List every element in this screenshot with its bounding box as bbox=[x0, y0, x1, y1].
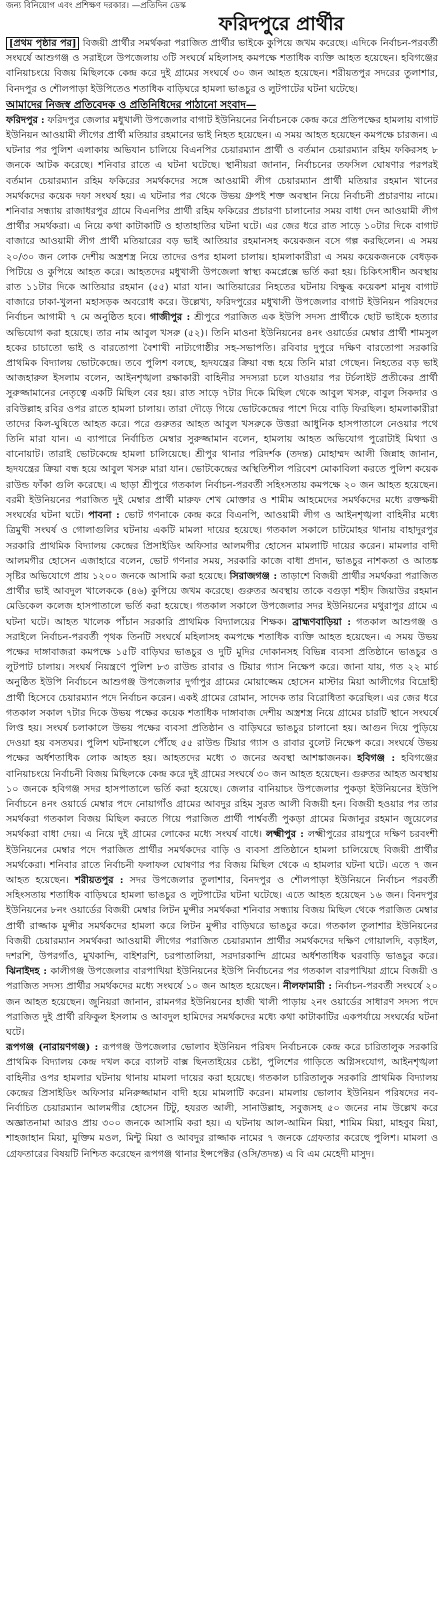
story-text: রূপগঞ্জ উপজেলার ভোলাব ইউনিয়ন পরিষদ নির্বাচনকে কেন্দ্র করে চারিতালুক সরকারি প্রাথমিক বিদ্যালয় কেন্দ্র দখল করে ব্যালট বাক্স ছিনতাইয়ের চেষ্টা, পুলিশের গাড়িতে অগ্নিসংযোগ, আইনশৃঙ্খলা বাহিনীর ওপর হামলার ঘটনায় থানায় মামলা দায়ের করা হয়েছে। গতকাল চারিতালুক সরকারি প্রাথমিক বিদ্যালয় কেন্দ্রের প্রিসাইডিং অফিসার মনিরুজ্জামান বাদী হয়ে মামলাটি করেন। মামলায় ভোলাব ইউনিয়ন পরিষদের নব-নির্বাচিত চেয়ারম্যান আলমগীর হোসেন টিটু, হযরত আলী, সানাউল্লাহ, সবুজসহ ৫০ জনের নাম উল্লেখ করে অজ্ঞাতনামা আরও প্রায় ৩০০ জনকে আসামি করা হয়। এ ঘটনায় আল-আমিন মিয়া, শামিম মিয়া, মাহবুব মিয়া, শাহজাহান মিয়া, মুক্তিম মওল, মিন্টু মিয়া ও আবদুর রাজ্জাক নামের ৭ জনকে গ্রেফতার করেছে পুলিশ। মামলা ও গ্রেফতারের বিষয়টি নিশ্চিত করেছেন রূপগঞ্জ থানার ইন্সপেক্টর (ওসি/তদন্ত) এ বি এম মেহেদী মাসুদ। bbox=[6, 1042, 438, 1160]
location-tag: ফরিদপুর : bbox=[6, 114, 45, 126]
story-text: তাড়াশে বিজয়ী প্রার্থীর সমর্থকরা পরাজিত প্রার্থীর ভাই আবদুল খালেককে (৪৬) কুপিয়ে জখম করেছে। গুরুতর অবস্থায় তাকে বগুড়া শহীদ জিয়াউর রহমান মেডিকেল কলেজ হাসপাতালে ভর্তি করা হয়েছে। গতকাল সকালে উপজেলার সদর ইউনিয়নের মথুরাপুর গ্রামে এ ঘটনা ঘটে। আহত খালেক পাঁচান সরকারি প্রাথমিক বিদ্যালয়ের শিক্ষক। bbox=[6, 570, 438, 628]
location-tag: ঝিনাইদহ : bbox=[6, 966, 47, 978]
intro-text: বিজয়ী প্রার্থীর সমর্থকরা পরাজিত প্রার্থীর ভাইকে কুপিয়ে জখম করেছে। এদিকে নির্বাচন-পরবর্তী সংঘর্ষে আশুগঞ্জ ও সরাইলে উপজেলায় ৩টি সংঘর্ষে মহিলাসহ কমপক্ষে শতাধিক ব্যক্তি আহত হয়েছেন। হবিগঞ্জের বানিয়াচংয়ে বিজয় মিছিলকে কেন্দ্র করে দুই গ্রামের সংঘর্ষে ৩০ জন আহত হয়েছেন। শরীয়তপুর সদরের তুলাশার, বিনদপুর ও শৌলপাড়া ইউপিতেও শতাধিক বাড়িঘরে হামলা ভাঙচুর ও লুটপাটের ঘটনা ঘটেছে। bbox=[6, 38, 439, 95]
location-tag: হবিগঞ্জ : bbox=[357, 753, 396, 765]
story-text: সদর উপজেলার তুলাশার, বিনদপুর ও শৌলপাড়া ইউনিয়নে নির্বাচন পরবর্তী সহিংসতায় শতাধিক বাড়িঘরে হামলা ভাঙচুর ও লুটপাটের ঘটনা ঘটেছে। এতে আহত হয়েছেন ১৬ জন। বিনদপুর ইউনিয়নের ৮নং ওয়ার্ডের বিজয়ী মেম্বার লিটন মুন্সীর সমর্থকরা শনিবার সন্ধ্যায় বিজয় মিছিল থেকে পরাজিত মেম্বার প্রার্থী রাজ্জাক মুন্সীর সমর্থকদের হামলা করে লিটন মুন্সীর বাড়িঘরে ভাঙচুর করে। গতকাল তুলাশার ইউনিয়নের বিজয়ী চেয়ারম্যান সমর্থকরা আওয়ামী লীগের পরাজিত চেয়ারম্যান প্রার্থীর সমর্থকদের দক্ষিণ গোয়ালদি, বড়াইল, দশরশি, উপরগাঁও, মুখকান্দি, বাইশরশি, চরপাতালিয়া, সরদারকান্দি গ্রামের অর্ধশতাধিক ঘরবাড়ি ভাঙচুর করে। bbox=[6, 874, 438, 962]
location-tag: পাবনা : bbox=[88, 510, 120, 522]
location-tag: শরীয়তপুর : bbox=[75, 874, 124, 886]
story-paragraph-faridpur bbox=[6, 113, 438, 1040]
continuation-label: [প্রথম পৃষ্ঠার পর] bbox=[6, 37, 79, 50]
story-text: ফরিদপুর জেলার মধুখালী উপজেলার বাগাট ইউনিয়নের নির্বাচনকে কেন্দ্র করে প্রতিপক্ষের হামলায় বাগাট ইউনিয়ন আওয়ামী লীগের প্রার্থী মতিয়ার রহমানের ভাই নিহত হয়েছেন। এ সময় আহত হয়েছেন কমপক্ষে চারজন। এ ঘটনার পর পুলিশ এলাকায় অভিযান চালিয়ে বিএনপির চেয়ারম্যান প্রার্থী ও বর্তমান চেয়ারম্যান রহিম ফকিরসহ ৮ জনকে আটক করেছে। শনিবার রাতে এ ঘটনা ঘটেছে। স্থানীয়রা জানান, নির্বাচনের তফসিল ঘোষণার পরপরই বর্তমান চেয়ারম্যান রহিম ফকিরের সমর্থকদের সঙ্গে আওয়ামী লীগ চেয়ারম্যান প্রার্থী মতিয়ার রহমান খানের সমর্থকদের কয়েক দফা সংঘর্ষ হয়। এ ঘটনার পর থেকে উভয় গ্রুপই শক্ত অবস্থান নিয়ে নির্বাচনী প্রচারণায় নামে। শনিবার সন্ধ্যায় রাজাধরপুর গ্রামে বিএনপির প্রার্থী রহিম ফকিরের প্রচারণা চালানোর সময় বাধা দেন আওয়ামী লীগ প্রার্থীর সমর্থকরা। এ নিয়ে কথা কাটাকাটি ও হাতাহাতির ঘটনা ঘটে। এর জের ধরে রাত সাড়ে ১০টার দিকে বাগাট বাজারে আওয়ামী লীগ প্রার্থী মতিয়ারের বড় ভাই আতিয়ার রহমানসহ কয়েকজন বসে গল্প করছিলেন। এ সময় ২০/৩০ জন লোক দেশীয় অস্ত্রশস্ত্র নিয়ে তাদের ওপর হামলা চালায়। হামলাকারীরা এ সময় কয়েকজনকে বেধড়ক পিটিয়ে ও কুপিয়ে আহত করে। আহতদের মধুখালী উপজেলা স্বাস্থ্য কমপ্লেক্সে ভর্তি করা হয়। চিকিৎসাধীন অবস্থায় রাত ১১টার দিকে আতিয়ার রহমান (৫৫) মারা যান। আতিয়ারের নিহতের ঘটনায় বিক্ষুব্ধ কয়েকশ মানুষ বাগাট বাজারে ঢাকা-খুলনা মহাসড়ক অবরোধ করে। উল্লেখ্য, ফরিদপুরের মধুখালী উপজেলার বাগাট ইউনিয়ন পরিষদের নির্বাচন আগামী ৭ মে অনুষ্ঠিত হবে। bbox=[6, 114, 438, 324]
story-text: নির্বাচন-পরবর্তী সংঘর্ষে ২০ জন আহত হয়েছেন। জুনিয়রা জানান, রামনগর ইউনিয়নের হাজী খালী পাড়ায় ২নং ওয়ার্ডের সাধারণ সদস্য পদে পরাজিত দুই প্রার্থী রফিকুল ইসলাম ও আবদুল হামিদের সমর্থকদের মধ্যে কথা কাটাকাটির একপর্যায়ে সংঘর্ষের ঘটনা ঘটে। bbox=[6, 981, 438, 1038]
location-tag: সিরাজগঞ্জ : bbox=[229, 570, 278, 582]
location-tag: লক্ষ্মীপুর : bbox=[265, 829, 304, 841]
article-body bbox=[6, 36, 438, 1162]
location-tag: নীলফামারী : bbox=[283, 981, 332, 993]
subhead: আমাদের নিজস্ব প্রতিবেদক ও প্রতিনিধিদের পাঠানো সংবাদ— bbox=[6, 98, 257, 111]
story-text: ভোট গণনাকে কেন্দ্র করে বিএনপি, আওয়ামী লীগ ও আইনশৃঙ্খলা বাহিনীর মধ্যে ত্রিমুখী সংঘর্ষ ও গোলাগুলির ঘটনায় একটি মামলা দায়ের হয়েছে। গতকাল সকালে চাটমোহর থানায় বাহাদুরপুর সরকারি প্রাথমিক বিদ্যালয় কেন্দ্রের প্রিসাইডিং অফিসার আলমগীর হোসেন মামলাটি দায়ের করেন। মামলার বাদী আলমগীর হোসেন এজাহারে বলেন, ভোট গণনার সময়, সরকারি কাজে বাধা প্রদান, ভাঙচুর নাশকতা ও আতঙ্ক সৃষ্টির অভিযোগে প্রায় ১২০০ জনকে আসামি করা হয়েছে। bbox=[6, 510, 438, 582]
location-tag: ব্রাহ্মণবাড়িয়া : bbox=[292, 616, 351, 628]
location-tag: গাজীপুর : bbox=[149, 312, 191, 324]
location-tag: রূপগঞ্জ (নারায়ণগঞ্জ) : bbox=[6, 1042, 99, 1054]
intro-paragraph bbox=[6, 36, 438, 97]
story-text: হবিগঞ্জের বানিয়াচংয়ে নির্বাচনী বিজয় মিছিলকে কেন্দ্র করে দুই গ্রামের সংঘর্ষে ৩০ জন আহত হয়েছেন। গুরুতর আহত অবস্থায় ১০ জনকে হবিগঞ্জ সদর হাসপাতালে ভর্তি করা হয়েছে। জেলার বানিয়াচং উপজেলার পুকড়া ইউনিয়নের ইউপি নির্বাচনে ৪নং ওয়ার্ডে মেম্বার পদে নোয়াগাঁও গ্রামের আবদুর রহিম সুরত আলী বিজয়ী হন। বিজয়ী হওয়ার পর তার সমর্থকরা গতকাল বিজয় মিছিল করতে গিয়ে পরাজিত প্রার্থী পার্শ্ববর্তী পুকড়া গ্রামের মিজানুর রহমান জুয়েলের সমর্থকরা বাধা দেয়। এ নিয়ে দুই গ্রামের লোকের মধ্যে সংঘর্ষ বাধে। bbox=[6, 753, 438, 841]
top-line: জন্য বিনিয়োগ এবং প্রশিক্ষণ দরকার। —প্রতিদিন ডেস্ক bbox=[6, 1, 186, 11]
story-paragraph-rupganj bbox=[6, 1040, 438, 1162]
story-text: লক্ষ্মীপুরের রায়পুরে দক্ষিণ চরবংশী ইউনিয়নের মেম্বার পদে পরাজিত প্রার্থীর সমর্থকদের বাড়ি ও ব্যবসা প্রতিষ্ঠানে হামলা চালিয়েছে বিজয়ী প্রার্থীর সমর্থকেরা। শনিবার রাতে নির্বাচনী ফলাফল ঘোষণার পর বিজয় মিছিল থেকে এ হামলার ঘটনা ঘটে। এতে ৭ জন আহত হয়েছেন। bbox=[6, 829, 438, 886]
story-text: শ্রীপুরে পরাজিত এক ইউপি সদস্য প্রার্থীকে ছোট ভাইকে হত্যার অভিযোগ করা হয়েছে। তার নাম আবুল খসরু (৫২)। তিনি মাওনা ইউনিয়নের ৪নং ওয়ার্ডের মেম্বার প্রার্থী শামসুল হকের চাচাতো ভাই ও বারতোপা বৈশাখী নাট্যগোষ্ঠীর সহ-সভাপতি। রবিবার দুপুরে দক্ষিণ বারতোপা সরকারি প্রাথমিক বিদ্যালয় ভোটকেন্দ্রে। তবে পুলিশ বলছে, হৃদযন্ত্রের ক্রিয়া বন্ধ হয়ে তিনি মারা গেছেন। নিহতের বড় ভাই আজহারুল ইসলাম বলেন, আইনশৃঙ্খলা রক্ষাকারী বাহিনীর সদস্যরা চলে যাওয়ার পর টর্চলাইট প্রতীকের প্রার্থী সুরুজ্জামানের নেতৃত্বে একটি মিছিল বের হয়। রাত সাড়ে ৭টার দিকে মিছিল থেকে আবুল খসরু, বাবুল সিকদার ও রবিউল্লাহ রবির ওপর রাতে হামলা চালায়। তারা দৌড়ে গিয়ে ভোটকেন্দ্রের পাশে দিয়ে বাড়ি ফিরছিল। হামলাকারীরা তাদের কিল-ঘুষিতে আহত করে। পরে গুরুতর আহত আবুল খসরুকে উত্তরা আধুনিক হাসপাতালে নেওয়ার পথে তিনি মারা যান। এ ব্যাপারে নির্বাচিত মেম্বার সুরুজ্জামান বলেন, হামলায় আহত অভিযোগ পুরোটাই মিথ্যা ও বানোয়াট। তারাই ভোটকেন্দ্রে হামলা চালিয়েছে। শ্রীপুর থানার পরিদর্শক (তদন্ত) মোহাম্মদ আলী জিন্নাহ জানান, হৃদযন্ত্রের ক্রিয়া বন্ধ হয়ে আবুল খসরু মারা যান। ভোটকেন্দ্রের অস্থিতিশীল পরিবেশ মোকাবিলা করতে পুলিশ কয়েক রাউন্ড ফাঁকা গুলি করেছে। এ ছাড়া শ্রীপুরে গতকাল নির্বাচন-পরবর্তী সহিংসতায় কমপক্ষে ২০ জন আহত হয়েছেন। বরমী ইউনিয়নের পরাজিত দুই মেম্বার প্রার্থী মারুফ শেখ মোক্তার ও শামীম আহমেদের সমর্থকদের মধ্যে রক্তক্ষয়ী সংঘর্ষের ঘটনা ঘটে। bbox=[6, 312, 438, 522]
story-text: গতকাল আশুগঞ্জ ও সরাইলে নির্বাচন-পরবর্তী পৃথক তিনটি সংঘর্ষে মহিলাসহ কমপক্ষে শতাধিক ব্যক্তি আহত হয়েছেন। এ সময় উভয় পক্ষের দাঙ্গাবাজরা কমপক্ষে ১৫টি বাড়িঘর ভাঙচুর ও দুটি মুদির দোকানসহ বিভিন্ন ব্যবসা প্রতিষ্ঠানে ভাঙচুর ও লুটপাট চালায়। সংঘর্ষ নিয়ন্ত্রণে পুলিশ ৮৩ রাউন্ড রাবার ও টিয়ার গ্যাস নিক্ষেপ করে। জানা যায়, গত ২২ মার্চ অনুষ্ঠিত ইউপি নির্বাচনে আশুগঞ্জ উপজেলার দুর্গাপুর গ্রামের মোয়াজ্জেম হোসেন মাস্টার মিয়া আলীগের বিদ্রোহী প্রার্থী হিসেবে চেয়ারম্যান পদে নির্বাচন করেন। একই গ্রামের রোমান, সাদেক তার বিরোধিতা করেছিল। এর জের ধরে গতকাল সকাল ৭টার দিকে উভয় পক্ষের কয়েক শতাধিক দাঙ্গাবাজ দেশীয় অস্ত্রশস্ত্র নিয়ে গ্রামের চারটি স্থানে সংঘর্ষে লিপ্ত হয়। সংঘর্ষ চলাকালে উভয় পক্ষের ব্যবসা প্রতিষ্ঠান ও বাড়িঘরে ভাঙচুর চালানো হয়। আগুন দিয়ে পুড়িয়ে দেওয়া হয় বসতঘর। পুলিশ ঘটনাস্থলে পৌঁছে ৫৫ রাউন্ড টিয়ার গ্যাস ও রাবার বুলেট নিক্ষেপ করে। সংঘর্ষে উভয় পক্ষের অর্ধশতাধিক লোক আহত হয়। আহতদের মধ্যে ৩ জনের অবস্থা আশঙ্কাজনক। bbox=[6, 616, 439, 765]
headline: ফরিদপুরে প্রার্থীর bbox=[218, 13, 344, 35]
story-text: কালীগঞ্জ উপজেলার বারপাখিয়া ইউনিয়নের ইউপি নির্বাচনের পর গতকাল বারপাখিয়া গ্রামে বিজয়ী ও পরাজিত সদস্য প্রার্থীর সমর্থকদের মধ্যে সংঘর্ষে ১০ জন আহত হয়েছেন। bbox=[6, 966, 438, 993]
